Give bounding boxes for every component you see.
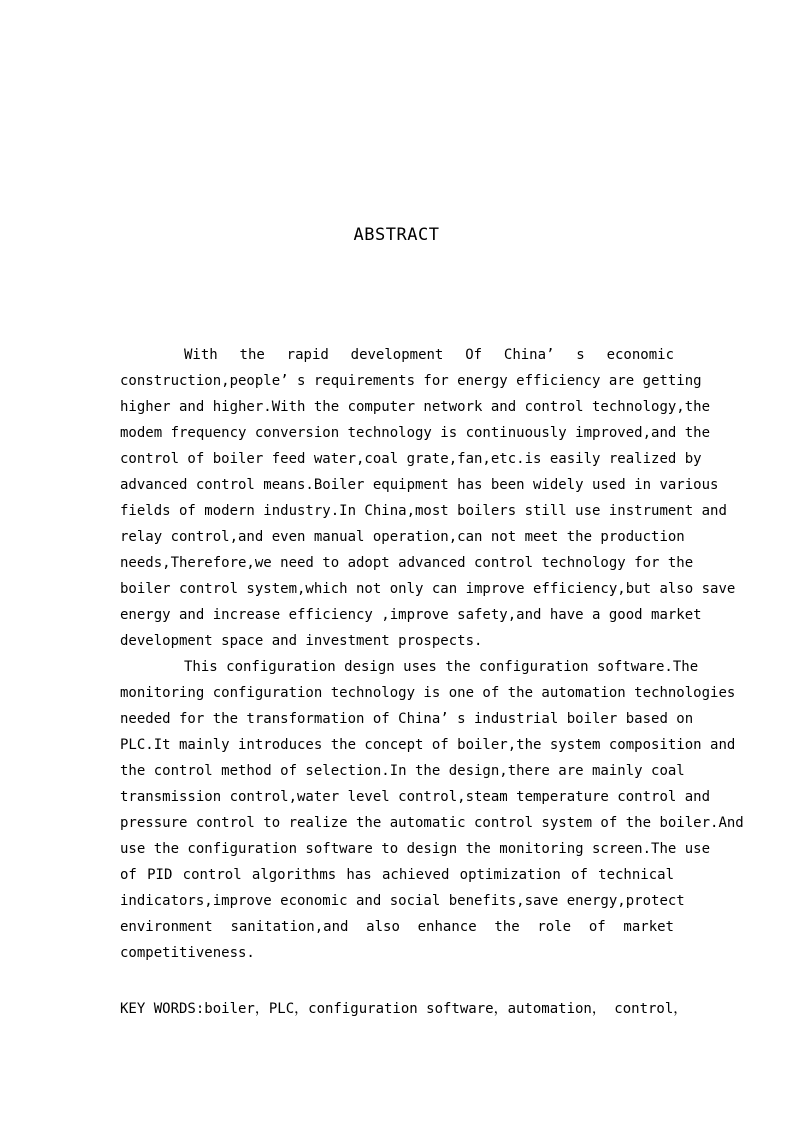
paragraph-line: of PID control algorithms has achieved optimization of technical [120,867,674,883]
paragraph-line: competitiveness. [120,945,255,961]
paragraph-line: development space and investment prospects. [120,633,483,649]
paragraph-line: construction,people’ s requirements for energy efficiency are getting [120,373,702,389]
paragraph-line: indicators,improve economic and social benefits,save energy,protect [120,893,685,909]
paragraph-line: relay control,and even manual operation,can not meet the production [120,529,685,545]
paragraph-line: This configuration design uses the configuration software.The [184,659,699,675]
paragraph-line: modem frequency conversion technology is continuously improved,and the [120,425,711,441]
paragraph-line: monitoring configuration technology is one of the automation technologies [120,685,736,701]
paragraph-line: needs,Therefore,we need to adopt advanced control technology for the [120,555,694,571]
paragraph-line: the control method of selection.In the design,there are mainly coal [120,763,685,779]
paragraph-line: control of boiler feed water,coal grate,fan,etc.is easily realized by [120,451,702,467]
paragraph-line: boiler control system,which not only can improve efficiency,but also save [120,581,736,597]
paragraph-line: PLC.It mainly introduces the concept of boiler,the system composition and [120,737,736,753]
abstract-title: ABSTRACT [353,225,440,245]
paragraph-line: needed for the transformation of China’ s industrial boiler based on [120,711,694,727]
paragraph-line: advanced control means.Boiler equipment has been widely used in various [120,477,719,493]
paragraph-line: pressure control to realize the automatic control system of the boiler.And [120,815,744,831]
paragraph-line: With the rapid development Of China’ s economic [184,347,674,363]
paragraph-line: higher and higher.With the computer network and control technology,the [120,399,711,415]
paragraph-line: use the configuration software to design the monitoring screen.The use [120,841,711,857]
paragraph-line: fields of modern industry.In China,most boilers still use instrument and [120,503,727,519]
paragraph-line: transmission control,water level control,steam temperature control and [120,789,711,805]
paragraph-line: energy and increase efficiency ,improve safety,and have a good market [120,607,702,623]
key-words: KEY WORDS:boiler，PLC，configuration software，automation， control， [120,1001,688,1017]
paragraph-line: environment sanitation,and also enhance the role of market [120,919,674,935]
